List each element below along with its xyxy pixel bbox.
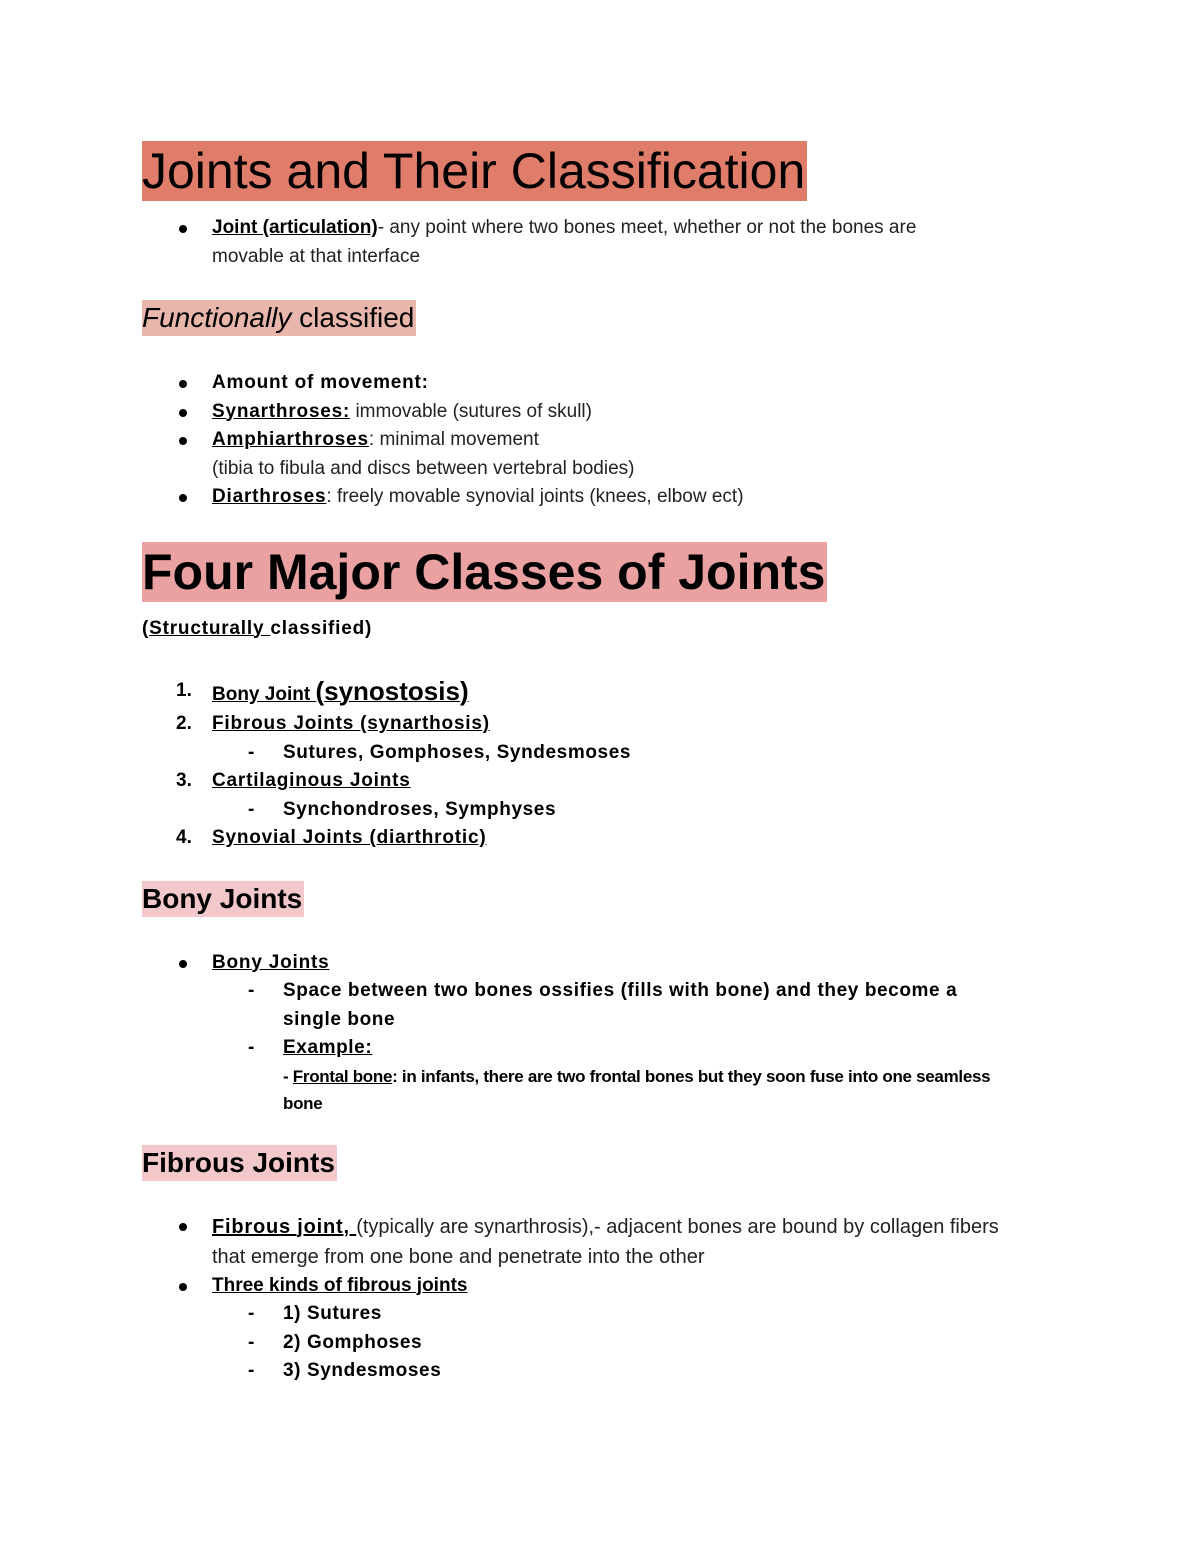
list-item	[142, 426, 1062, 483]
bullet-icon	[179, 494, 187, 502]
classified-text: classified)	[270, 617, 373, 639]
joint-term: Joint (articulation)	[212, 217, 378, 238]
cartilaginous-joints-label: Cartilaginous Joints	[212, 770, 411, 791]
synostosis-text: (synostosis)	[315, 676, 469, 706]
fibrous-subtypes: Sutures, Gomphoses, Syndesmoses	[283, 741, 632, 763]
list-item	[142, 1300, 1062, 1329]
list-item	[142, 1063, 1062, 1117]
list-number: 4.	[176, 827, 192, 848]
list-number: 1.	[176, 680, 192, 701]
structurally-term: Structurally	[149, 617, 271, 639]
example-dash: -	[283, 1066, 293, 1086]
fibrous-joints-header	[142, 1145, 1062, 1181]
synarthroses-term: Synarthroses:	[212, 400, 351, 422]
synovial-joints-label: Synovial Joints (diarthrotic)	[212, 827, 487, 848]
structurally-classified	[142, 615, 1062, 644]
bullet-icon	[179, 1223, 187, 1231]
bullet-icon	[179, 1283, 187, 1291]
list-number: 2.	[176, 713, 192, 734]
example-label: Example:	[283, 1037, 373, 1058]
section-1-header	[142, 141, 1062, 201]
frontal-bone-def: : in infants, there are two frontal bones but they soon fuse into one seamless	[392, 1066, 991, 1086]
joint-definition-cont: movable at that interface	[212, 245, 421, 267]
list-item	[142, 1212, 1062, 1272]
dash-marker: -	[248, 1037, 255, 1058]
list-number: 3.	[176, 770, 192, 791]
functional-header	[142, 300, 1062, 336]
list-item	[142, 1357, 1062, 1386]
amphiarthroses-term: Amphiarthroses	[212, 429, 369, 450]
bony-joint-text: Bony Joint	[212, 684, 316, 705]
bullet-icon	[179, 960, 187, 968]
joint-classes-list	[142, 676, 1062, 853]
syndesmoses-item: 3) Syndesmoses	[283, 1360, 442, 1381]
fibrous-joint-def: (typically are synarthrosis),- adjacent bones are bound by collagen fibers	[356, 1215, 999, 1238]
list-item	[142, 824, 1062, 853]
three-kinds-label: Three kinds of fibrous joints	[212, 1274, 468, 1296]
list-item	[142, 1272, 1062, 1301]
title-joints-classification: Joints and Their Classification	[142, 143, 806, 199]
functional-heading-italic: Functionally	[142, 302, 292, 333]
list-item	[142, 710, 1062, 739]
functional-heading-rest: classified	[291, 302, 415, 333]
bullet-icon	[179, 225, 187, 233]
bony-joints-bullet: Bony Joints	[212, 951, 330, 973]
amphiarthroses-def-cont: (tibia to fibula and discs between vertebral bodies)	[212, 457, 635, 479]
list-item	[142, 676, 1062, 710]
sutures-item: 1) Sutures	[283, 1303, 382, 1324]
fibrous-joints-label: Fibrous Joints (synarthosis)	[212, 713, 490, 734]
fibrous-joint-def-cont: that emerge from one bone and penetrate into the other	[212, 1245, 705, 1268]
list-item	[142, 767, 1062, 796]
frontal-bone-term: Frontal bone	[292, 1066, 393, 1086]
list-item	[142, 796, 1062, 825]
list-item	[142, 369, 1062, 398]
title-four-major-classes: Four Major Classes of Joints	[142, 543, 826, 600]
paren-open: (	[142, 617, 150, 639]
dash-marker: -	[248, 1360, 255, 1381]
functional-list	[142, 369, 1062, 512]
joint-definition-list	[142, 214, 1062, 271]
fibrous-joints-heading: Fibrous Joints	[142, 1145, 337, 1181]
list-item	[142, 739, 1062, 768]
bony-joints-header	[142, 881, 1062, 917]
fibrous-joints-list	[142, 1212, 1062, 1386]
list-item	[142, 1034, 1062, 1063]
dash-marker: -	[248, 741, 255, 763]
bony-desc-line1: Space between two bones ossifies (fills with bone) and they become a	[283, 980, 958, 1001]
list-item	[142, 1329, 1062, 1358]
list-item	[142, 398, 1062, 427]
frontal-bone-def-cont: bone	[283, 1093, 323, 1113]
bony-joint-label	[212, 676, 469, 706]
functional-heading	[142, 300, 416, 336]
bullet-icon	[179, 437, 187, 445]
joint-definition: - any point where two bones meet, whether or not the bones are	[377, 217, 917, 238]
amount-of-movement: Amount of movement:	[212, 372, 429, 393]
diarthroses-def: : freely movable synovial joints (knees, elbow ect)	[326, 486, 744, 507]
bony-desc-line2: single bone	[283, 1008, 396, 1030]
document-page	[142, 141, 1062, 1386]
cartilaginous-subtypes: Synchondroses, Symphyses	[283, 798, 557, 820]
dash-marker: -	[248, 1303, 255, 1324]
list-item	[142, 483, 1062, 512]
fibrous-joint-term: Fibrous joint,	[212, 1215, 357, 1238]
synarthroses-def: immovable (sutures of skull)	[350, 400, 592, 422]
dash-marker: -	[248, 1331, 255, 1353]
bullet-icon	[179, 380, 187, 388]
diarthroses-term: Diarthroses	[212, 486, 327, 507]
list-item	[142, 214, 1062, 271]
section-2-header	[142, 542, 1062, 602]
bony-joints-list	[142, 949, 1062, 1117]
amphiarthroses-def: : minimal movement	[368, 429, 539, 450]
list-item	[142, 949, 1062, 978]
gomphoses-item: 2) Gomphoses	[283, 1331, 423, 1353]
list-item	[142, 977, 1062, 1034]
dash-marker: -	[248, 798, 255, 820]
dash-marker: -	[248, 980, 255, 1001]
bullet-icon	[179, 409, 187, 417]
bony-joints-heading: Bony Joints	[142, 881, 304, 917]
